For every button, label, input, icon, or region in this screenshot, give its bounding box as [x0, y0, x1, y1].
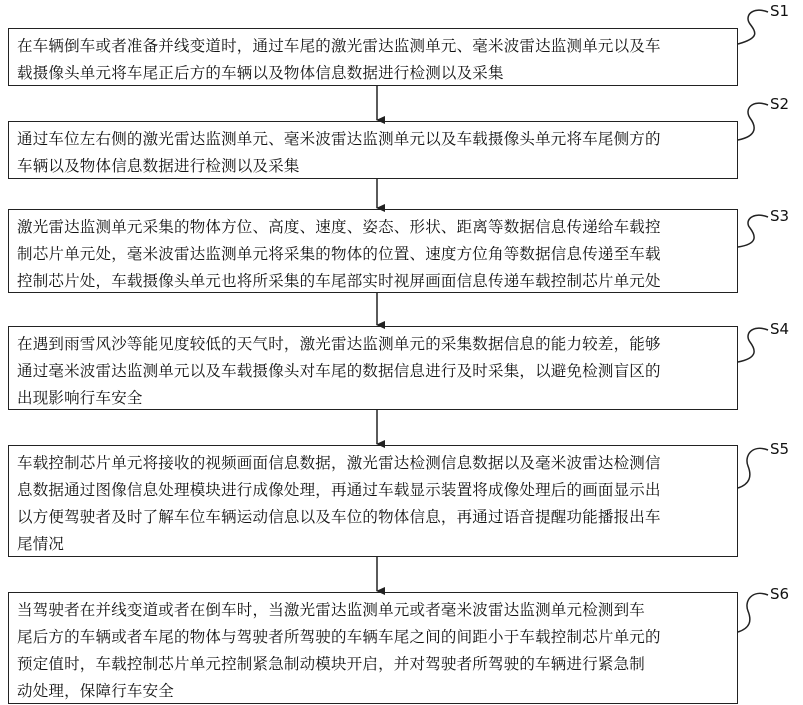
step-label-s5: S5: [770, 440, 790, 458]
step-s5-line-2: 息数据通过图像信息处理模块进行成像处理，再通过车载显示装置将成像处理后的画面显示出: [17, 481, 661, 499]
step-s1-line-1: 在车辆倒车或者准备并线变道时，通过车尾的激光雷达监测单元、毫米波雷达监测单元以及车: [17, 37, 661, 55]
step-s5-line-3: 以方便驾驶者及时了解车位车辆运动信息以及车位的物体信息，再通过语音提醒功能播报出车: [17, 508, 661, 526]
step-s3-line-3: 控制芯片处，车载摄像头单元也将所采集的车尾部实时视屏画面信息传递车载控制芯片单元处: [17, 272, 661, 290]
leader-line-s3: [738, 215, 768, 247]
step-s4-line-3: 出现影响行车安全: [17, 389, 143, 407]
step-s4-line-2: 通过毫米波雷达监测单元以及车载摄像头对车尾的数据信息进行及时采集，以避免检测盲区的: [17, 362, 661, 380]
step-s1-line-2: 载摄像头单元将车尾正后方的车辆以及物体信息数据进行检测以及采集: [17, 64, 504, 82]
step-s6-line-2: 尾后方的车辆或者车尾的物体与驾驶者所驾驶的车辆车尾之间的间距小于车载控制芯片单元的: [17, 628, 661, 646]
step-s4-line-1: 在遇到雨雪风沙等能见度较低的天气时，激光雷达监测单元的采集数据信息的能力较差，能够: [17, 335, 661, 353]
step-s6-line-1: 当驾驶者在并线变道或者在倒车时，当激光雷达监测单元或者毫米波雷达监测单元检测到车: [17, 601, 646, 619]
leader-line-s1: [738, 10, 768, 44]
step-label-s4: S4: [770, 320, 790, 338]
step-label-s3: S3: [770, 207, 790, 225]
step-s5-line-4: 尾情况: [17, 535, 65, 553]
step-s2-line-2: 车辆以及物体信息数据进行检测以及采集: [17, 157, 300, 175]
step-s6-line-4: 动处理，保障行车安全: [17, 682, 175, 700]
leader-line-s2: [738, 103, 768, 140]
leader-line-s5: [738, 448, 768, 488]
step-label-s1: S1: [770, 2, 790, 20]
step-s3-line-1: 激光雷达监测单元采集的物体方位、高度、速度、姿态、形状、距离等数据信息传递给车载控: [17, 218, 661, 236]
step-label-s2: S2: [770, 95, 790, 113]
step-s3-line-2: 制芯片单元处，毫米波雷达监测单元将采集的物体的位置、速度方位角等数据信息传递至车载: [17, 245, 661, 263]
step-s6-line-3: 预定值时，车载控制芯片单元控制紧急制动模块开启，并对驾驶者所驾驶的车辆进行紧急制: [17, 655, 646, 673]
step-s2-line-1: 通过车位左右侧的激光雷达监测单元、毫米波雷达监测单元以及车载摄像头单元将车尾侧方的: [17, 130, 661, 148]
step-s5-line-1: 车载控制芯片单元将接收的视频画面信息数据，激光雷达检测信息数据以及毫米波雷达检测信: [17, 454, 661, 472]
step-label-s6: S6: [770, 585, 790, 603]
leader-line-s4: [738, 328, 768, 362]
leader-line-s6: [738, 593, 768, 632]
